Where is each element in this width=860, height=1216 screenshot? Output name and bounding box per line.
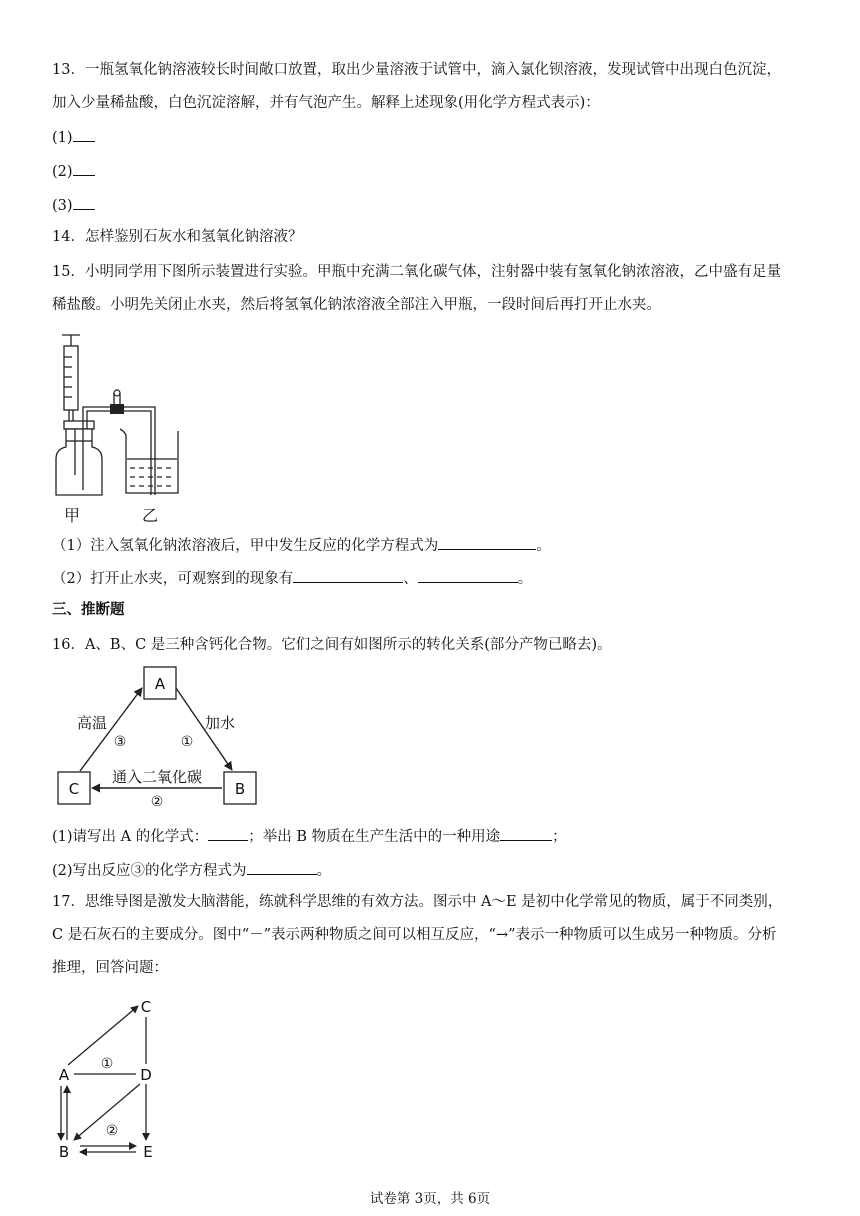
beaker-yi (120, 429, 178, 493)
q15-sub1-suffix: 。 (536, 538, 551, 554)
q16-sub2 (52, 860, 331, 881)
edge3-label: 高温 (76, 714, 108, 732)
q16-sub1-mid: ；举出 B 物质在生产生活中的一种用途 (248, 829, 501, 845)
q15-sub2-blank2[interactable] (418, 568, 518, 583)
q15-sub2 (52, 568, 532, 589)
q15-sub2-prefix: （2）打开止水夹，可观察到的现象有 (52, 571, 294, 587)
mind-node-b: B (58, 1143, 70, 1161)
q15-sub1-blank[interactable] (438, 535, 536, 550)
q15-line2: 稀盐酸。小明先关闭止水夹，然后将氢氧化钠浓溶液全部注入甲瓶，一段时间后再打开止水夹。 (52, 297, 661, 313)
edge1-label: 加水 (204, 714, 236, 732)
bottle-jia (56, 441, 102, 495)
q15-sub2-blank1[interactable] (293, 568, 403, 583)
q16-sub1 (52, 826, 567, 847)
q13-part3-blank[interactable] (73, 195, 95, 210)
edge2-label: 通入二氧化碳 (111, 768, 203, 786)
q13-line2: 加入少量稀盐酸，白色沉淀溶解，并有气泡产生。解释上述现象(用化学方程式表示)： (52, 95, 600, 111)
q15-line1: 15．小明同学用下图所示装置进行实验。甲瓶中充满二氧化碳气体，注射器中装有氢氧化钠浓溶液，乙中盛有足量 (52, 264, 781, 280)
clamp-icon[interactable] (110, 390, 124, 414)
q16-sub2-prefix: (2)写出反应③的化学方程式为 (52, 863, 247, 879)
mind-node-a: A (58, 1066, 70, 1084)
q17-line2: C 是石灰石的主要成分。图中“－”表示两种物质之间可以相互反应，“→”表示一种物质可以生成另一种物质。分析 (52, 927, 777, 943)
stopper (64, 421, 94, 429)
q13-line1: 13．一瓶氢氧化钠溶液较长时间敞口放置，取出少量溶液于试管中，滴入氯化钡溶液，发现试管中出现白色沉淀， (52, 62, 781, 78)
q16-sub1-prefix: (1)请写出 A 的化学式： (52, 829, 209, 845)
q13-part1-label: (1) (52, 130, 73, 146)
q15-sub2-suffix: 。 (517, 571, 533, 587)
syringe-barrel (64, 346, 78, 410)
q14-text: 14．怎样鉴别石灰水和氢氧化钠溶液？ (52, 229, 303, 245)
node-c: C (68, 780, 80, 798)
mind-label-2: ② (105, 1123, 119, 1139)
connecting-tube (83, 407, 155, 495)
node-a: A (154, 675, 166, 693)
q17-line3: 推理，回答问题： (52, 960, 168, 976)
q15-sub1-prefix: （1）注入氢氧化钠浓溶液后，甲中发生反应的化学方程式为 (52, 538, 439, 554)
node-b: B (234, 780, 246, 798)
q13-part3-label: (3) (52, 198, 73, 214)
q16-sub2-blank[interactable] (247, 860, 317, 875)
q15-apparatus-figure (50, 325, 180, 530)
q17-mind-map-diagram (52, 992, 172, 1162)
edge1-num: ① (180, 734, 194, 750)
q15-sub2-sep: 、 (403, 571, 418, 587)
mind-label-1: ① (100, 1056, 114, 1072)
label-jia: 甲 (63, 506, 81, 525)
q16-sub2-suffix: 。 (316, 863, 332, 879)
q16-conversion-diagram (52, 664, 267, 810)
q15-sub1 (52, 535, 551, 556)
q13-part2 (52, 161, 95, 182)
q16-sub1-suffix: ； (552, 829, 567, 845)
q13-part3 (52, 195, 95, 216)
q13-part2-blank[interactable] (73, 161, 95, 176)
q16-text: 16．A、B、C 是三种含钙化合物。它们之间有如图所示的转化关系(部分产物已略去)。 (52, 637, 612, 653)
mind-node-d: D (140, 1066, 152, 1084)
edge2-num: ② (150, 794, 164, 810)
q13-part2-label: (2) (52, 164, 73, 180)
mind-node-c: C (140, 998, 152, 1016)
q16-sub1-blank1[interactable] (208, 826, 248, 841)
q13-part1 (52, 127, 95, 148)
page-footer: 试卷第 3页，共 6页 (369, 1191, 491, 1207)
q13-part1-blank[interactable] (73, 127, 95, 142)
section-title: 三、推断题 (52, 602, 125, 618)
q17-line1: 17．思维导图是激发大脑潜能，练就科学思维的有效方法。图示中 A～E 是初中化学常见的物质，属于不同类别， (52, 894, 783, 910)
edge3-num: ③ (113, 734, 127, 750)
q16-sub1-blank2[interactable] (500, 826, 552, 841)
mind-node-e: E (143, 1143, 153, 1161)
label-yi: 乙 (141, 506, 159, 525)
